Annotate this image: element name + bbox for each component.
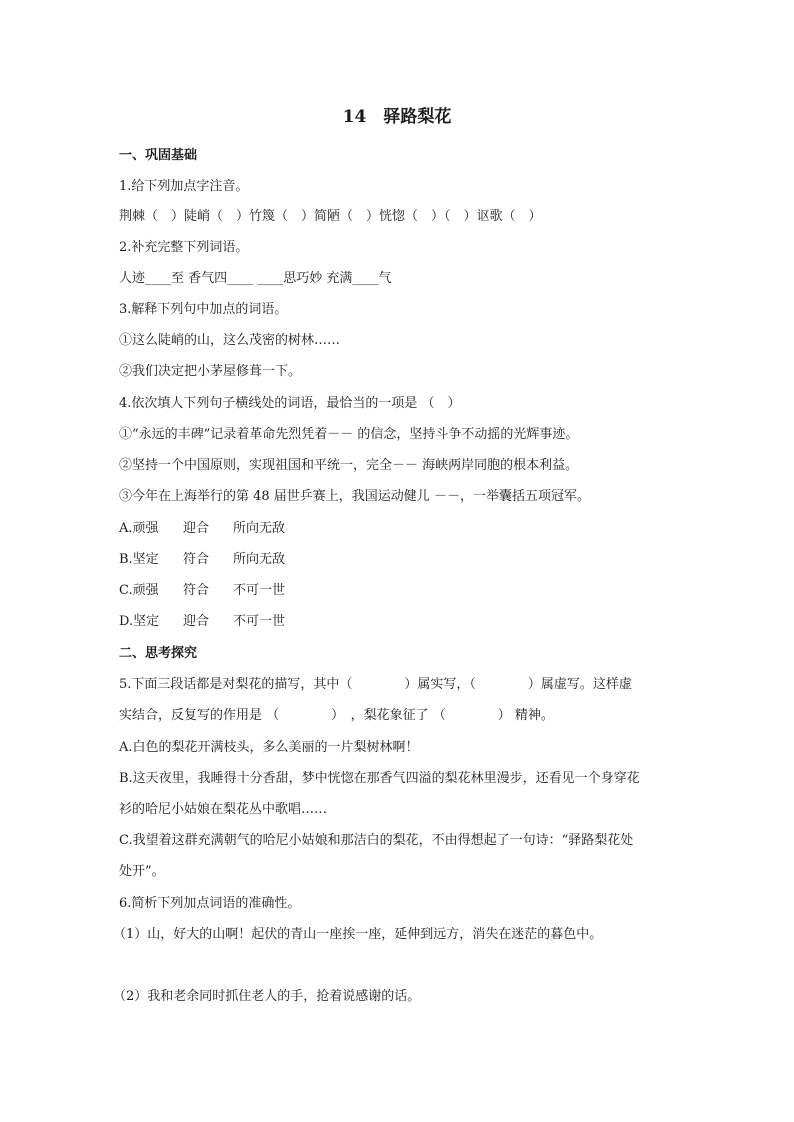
q1-prompt: 1.给下列加点字注音。 <box>119 179 249 194</box>
q4-option-d <box>119 613 285 631</box>
section-heading-2: 二、思考探究 <box>119 646 198 661</box>
page-title: 14 驿路梨花 <box>342 107 452 127</box>
option-label: A.顽强 <box>119 521 159 536</box>
option-word-2: 符合 <box>183 583 210 598</box>
q6-prompt: 6.简析下列加点词语的准确性。 <box>119 896 301 911</box>
option-label: D.坚定 <box>119 614 160 629</box>
option-word-3: 不可一世 <box>233 614 286 629</box>
option-word-2: 迎合 <box>183 521 210 536</box>
q3-prompt: 3.解释下列句中加点的词语。 <box>119 302 288 317</box>
section-heading-1: 一、巩固基础 <box>119 148 198 163</box>
option-word-3: 所向无敌 <box>233 521 286 536</box>
q5-passage-a: A.白色的梨花开满枝头，多么美丽的一片梨树林啊！ <box>119 740 419 755</box>
q5-passage-c-line-1: C.我望着这群充满朝气的哈尼小姑娘和那洁白的梨花，不由得想起了一句诗：“驿路梨花处 <box>119 833 634 848</box>
option-word-2: 符合 <box>183 552 210 567</box>
option-word-2: 迎合 <box>183 614 210 629</box>
q5-passage-c-line-2: 处开”。 <box>119 864 165 879</box>
q4-option-b <box>119 551 285 569</box>
q4-item-3: ③今年在上海举行的第 48 届世乒赛上，我国运动健儿 －－，一举囊括五项冠军。 <box>119 489 590 504</box>
q4-option-a <box>119 520 285 538</box>
q6-item-2: （2）我和老余同时抓住老人的手，抢着说感谢的话。 <box>113 989 421 1004</box>
option-label: B.坚定 <box>119 552 159 567</box>
q2-line: 人迹____至 香气四____ ____思巧妙 充满____气 <box>119 271 392 286</box>
q4-item-1: ①“永远的丰碑”记录着革命先烈凭着－－ 的信念，坚持斗争不动摇的光辉事迹。 <box>119 427 579 442</box>
q2-prompt: 2.补充完整下列词语。 <box>119 240 249 255</box>
q6-item-1: （1）山，好大的山啊！起伏的青山一座挨一座，延伸到远方，消失在迷茫的暮色中。 <box>113 927 603 942</box>
q5-prompt-line-1: 5.下面三段话都是对梨花的描写，其中（ ）属实写，（ ）属虚写。这样虚 <box>119 677 632 692</box>
q3-item-1: ①这么陡峭的山，这么茂密的树林…… <box>119 333 341 348</box>
option-word-3: 不可一世 <box>233 583 286 598</box>
option-word-3: 所向无敌 <box>233 552 286 567</box>
q1-line: 荆棘（ ）陡峭（ ）竹篾（ ）简陋（ ）恍惚（ ）（ ）讴歌（ ） <box>119 209 542 224</box>
q4-item-2: ②坚持一个中国原则，实现祖国和平统一，完全－－ 海峡两岸同胞的根本利益。 <box>119 458 579 473</box>
q5-prompt-line-2: 实结合，反复写的作用是 （ ） ，梨花象征了 （ ） 精神。 <box>119 708 554 723</box>
q5-passage-b-line-1: B.这天夜里，我睡得十分香甜，梦中恍惚在那香气四溢的梨花林里漫步，还看见一个身穿花 <box>119 771 640 786</box>
q4-option-c <box>119 582 285 600</box>
option-label: C.顽强 <box>119 583 159 598</box>
q4-prompt: 4.依次填人下列句子横线处的词语，最恰当的一项是 （ ） <box>119 396 461 411</box>
q5-passage-b-line-2: 衫的哈尼小姑娘在梨花丛中歌唱…… <box>119 802 328 817</box>
q3-item-2: ②我们决定把小茅屋修葺一下。 <box>119 364 302 379</box>
